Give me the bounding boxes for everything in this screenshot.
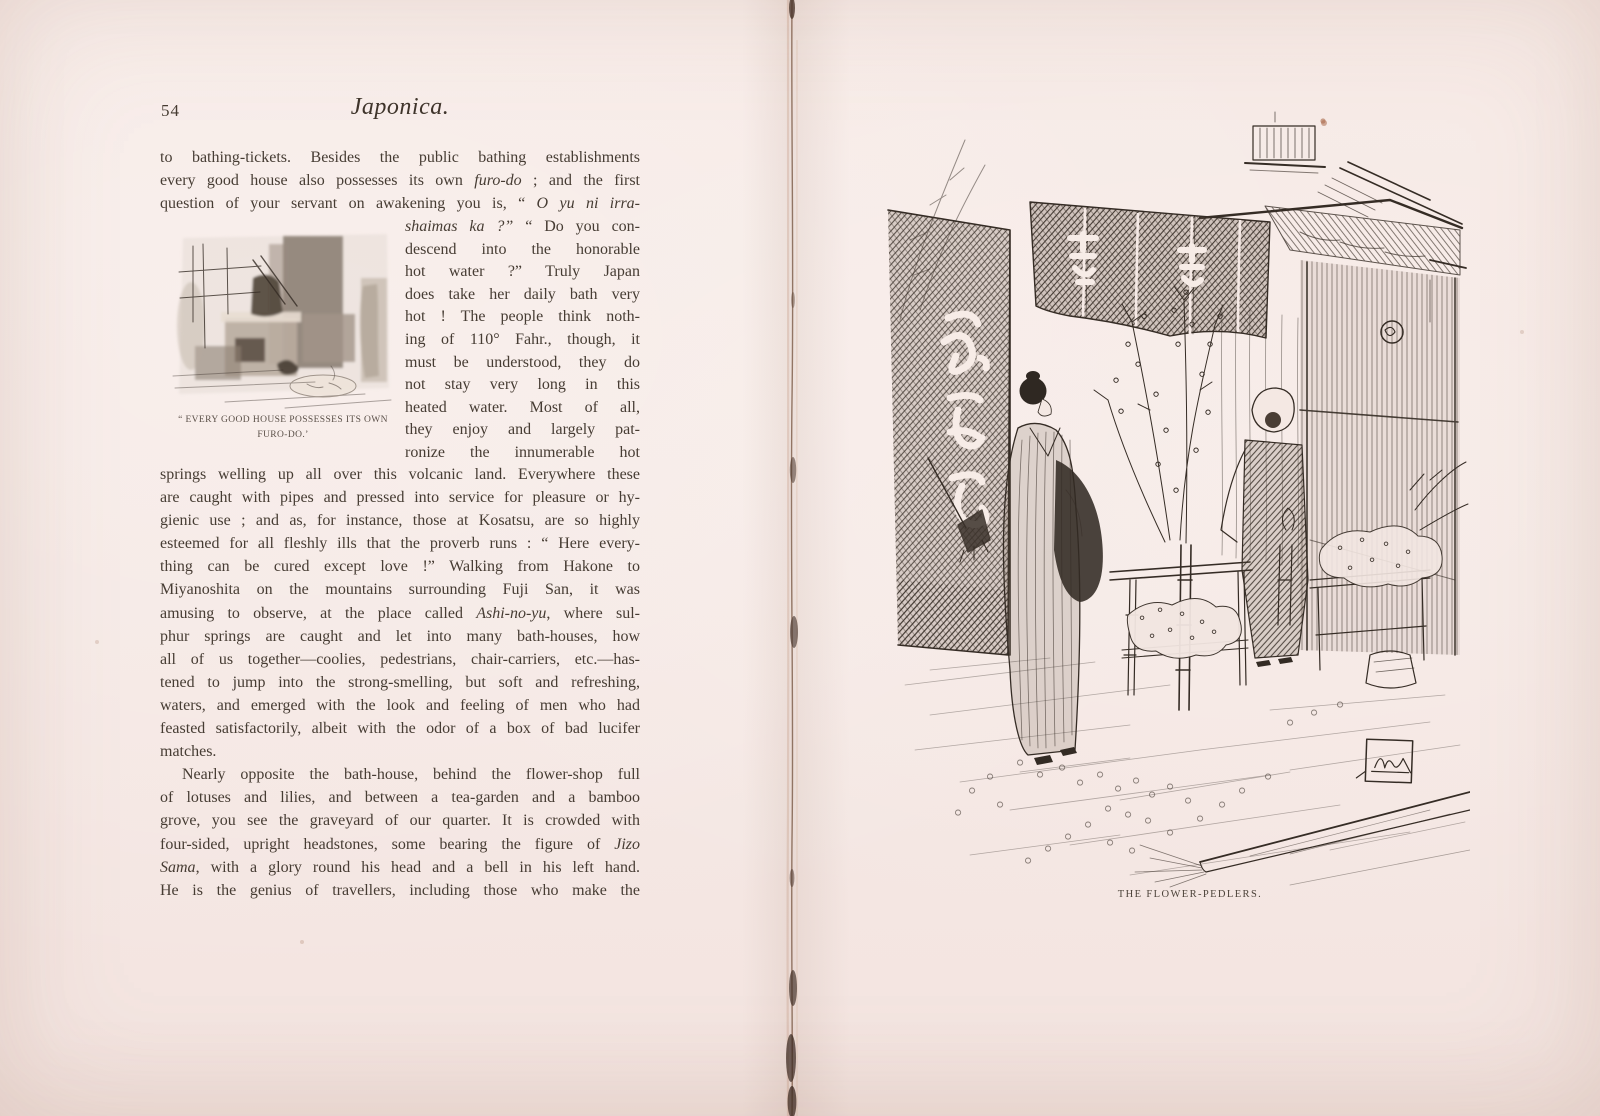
figure-caption-line: FURO-DO.’ [257, 430, 309, 440]
intro-paragraph [160, 146, 640, 215]
text-line: phur springs are caught and let into many bath-houses, how [160, 627, 640, 645]
text-line: He is the genius of travellers, including those who make the [160, 881, 640, 899]
text-line: Miyanoshita on the mountains surrounding Fuji San, it was [160, 581, 640, 599]
text-line: must be understood, they do [405, 353, 640, 371]
figure-caption [158, 413, 408, 443]
text-line: tened to jump into the strong-smelling, but soft and refreshing, [160, 673, 640, 691]
text-line: four-sided, upright headstones, some bearing the figure of Jizo [160, 835, 640, 853]
text-line: springs welling up all over this volcanic land. Everywhere these [160, 466, 640, 483]
text-line: ronize the innumerable hot [405, 443, 640, 461]
artist-signature [1356, 739, 1412, 783]
text-line: descend into the honorable [405, 240, 640, 258]
page-number: 54 [161, 101, 180, 120]
text-line: waters, and emerged with the look and feeling of men who had [160, 696, 640, 714]
text-line: hot water ?” Truly Japan [405, 263, 640, 281]
illustration-caption: THE FLOWER-PEDLERS. [1117, 889, 1263, 900]
text-line: gienic use ; and as, for instance, those at Kosatsu, are so highly [160, 512, 640, 530]
text-line: shaimas ka ?” “ Do you con- [405, 218, 640, 235]
text-line: amusing to observe, at the place called Ashi-no-yu, where sul- [160, 604, 640, 622]
running-title: Japonica. [350, 94, 450, 120]
paper-speck [300, 940, 304, 944]
text-line: grove, you see the graveyard of our quarter. It is crowded with [160, 812, 640, 830]
text-line: are caught with pipes and pressed into service for pleasure or hy- [160, 489, 640, 507]
gutter-crease [770, 0, 814, 1116]
text-line: ing of 110° Fahr., though, it [405, 330, 640, 348]
text-line: matches. [160, 743, 217, 761]
text-line: they enjoy and largely pat- [405, 421, 640, 439]
flower-pedlers-illustration [870, 110, 1470, 890]
text-line: question of your servant on awakening you is, “ O yu ni irra- [160, 195, 640, 213]
text-line: esteemed for all fleshly ills that the proverb runs : “ Here every- [160, 535, 640, 553]
figure-caption-line: “ EVERY GOOD HOUSE POSSESSES ITS OWN [178, 415, 388, 425]
text-line: does take her daily bath very [405, 285, 640, 303]
text-line: of lotuses and lilies, and between a tea-garden and a bamboo [160, 789, 640, 807]
text-line: to bathing-tickets. Besides the public bathing establishments [160, 149, 640, 166]
text-line: not stay very long in this [405, 376, 640, 394]
paper-speck [1520, 330, 1524, 334]
text-line: thing can be cured except love !” Walking from Hakone to [160, 558, 640, 576]
text-line: Sama, with a glory round his head and a bell in his left hand. [160, 858, 640, 876]
main-paragraphs [160, 463, 640, 902]
text-line: Nearly opposite the bath-house, behind the flower-shop full [182, 766, 640, 784]
wrapped-column [405, 216, 640, 465]
paper-speck [95, 640, 99, 644]
text-line: hot ! The people think noth- [405, 308, 640, 326]
furo-do-illustration [165, 226, 400, 411]
text-line: feasted satisfactorily, albeit with the odor of a box of bad lucifer [160, 720, 640, 738]
text-line: every good house also possesses its own furo-do ; and the first [160, 172, 640, 190]
text-line: heated water. Most of all, [405, 398, 640, 416]
text-line: all of us together—coolies, pedestrians, chair-carriers, etc.—has- [160, 650, 640, 668]
